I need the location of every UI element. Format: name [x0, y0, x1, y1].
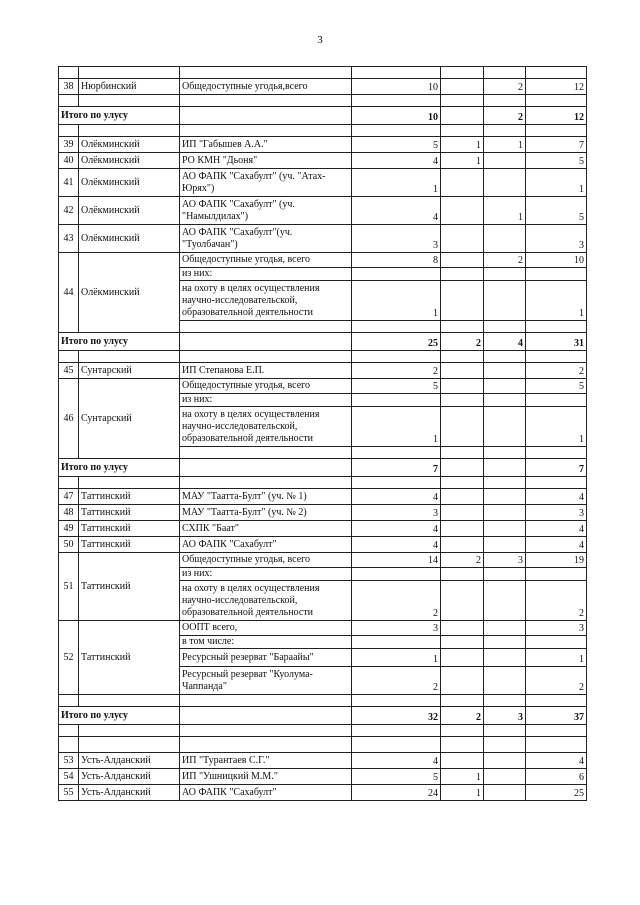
- count-col-2: [441, 581, 484, 621]
- holder-name: Общедоступные угодья,всего: [180, 79, 352, 95]
- subtotal-row: [59, 333, 587, 351]
- count-col-2: [441, 225, 484, 253]
- district-name: Таттинский: [79, 537, 180, 553]
- count-col-1: 1: [352, 649, 441, 667]
- count-col-2: 2: [441, 553, 484, 568]
- holder-name: ИП "Ушницкий М.М.": [180, 769, 352, 785]
- holder-name: [180, 351, 352, 363]
- count-total: 4: [526, 753, 587, 769]
- count-col-1: 4: [352, 197, 441, 225]
- count-col-2: 1: [441, 137, 484, 153]
- district-name: [79, 351, 180, 363]
- row-number: [59, 351, 79, 363]
- row-number: 38: [59, 79, 79, 95]
- district-name: Олёкминский: [79, 253, 180, 333]
- holder-name: АО ФАПК "Сахабулт": [180, 537, 352, 553]
- table-row: [59, 351, 587, 363]
- count-col-3: [484, 477, 526, 489]
- holder-name: [180, 125, 352, 137]
- count-col-3: [484, 379, 526, 394]
- row-number: [59, 695, 79, 707]
- count-col-1: 32: [352, 707, 441, 725]
- count-col-3: [484, 268, 526, 281]
- count-col-1: 10: [352, 79, 441, 95]
- district-name: Олёкминский: [79, 225, 180, 253]
- holder-name: ИП "Турантаев С.Г.": [180, 753, 352, 769]
- subtotal-row: [59, 459, 587, 477]
- count-col-2: [441, 351, 484, 363]
- count-col-1: [352, 321, 441, 333]
- count-total: [526, 321, 587, 333]
- count-col-3: [484, 581, 526, 621]
- count-col-1: 25: [352, 333, 441, 351]
- count-total: 25: [526, 785, 587, 801]
- holder-name: АО ФАПК "Сахабулт"(уч. "Туолбачан"): [180, 225, 352, 253]
- count-total: 1: [526, 281, 587, 321]
- count-col-1: [352, 394, 441, 407]
- count-col-2: 1: [441, 785, 484, 801]
- count-col-2: [441, 537, 484, 553]
- count-col-3: 4: [484, 333, 526, 351]
- count-total: [526, 695, 587, 707]
- count-total: 12: [526, 79, 587, 95]
- district-name: Таттинский: [79, 489, 180, 505]
- holder-name: [180, 67, 352, 79]
- count-col-1: 2: [352, 667, 441, 695]
- count-col-1: 1: [352, 169, 441, 197]
- holder-name: [180, 333, 352, 351]
- count-col-3: [484, 363, 526, 379]
- count-col-1: 3: [352, 225, 441, 253]
- holder-name: [180, 447, 352, 459]
- count-col-1: 24: [352, 785, 441, 801]
- count-col-3: [484, 394, 526, 407]
- count-total: 2: [526, 581, 587, 621]
- district-name: Усть-Алданский: [79, 769, 180, 785]
- table-row: [59, 137, 587, 153]
- count-col-2: [441, 621, 484, 636]
- count-col-3: [484, 95, 526, 107]
- count-col-1: [352, 67, 441, 79]
- table-row: [59, 253, 587, 268]
- count-col-3: [484, 281, 526, 321]
- count-col-2: [441, 447, 484, 459]
- table-row: [59, 67, 587, 79]
- count-col-1: 5: [352, 137, 441, 153]
- subtotal-label: Итого по улусу: [59, 707, 180, 725]
- holder-name: [180, 321, 352, 333]
- count-col-3: [484, 568, 526, 581]
- count-col-2: [441, 459, 484, 477]
- district-name: Сунтарский: [79, 379, 180, 459]
- holder-name: [180, 107, 352, 125]
- count-col-3: [484, 649, 526, 667]
- count-col-2: [441, 169, 484, 197]
- count-col-2: [441, 636, 484, 649]
- count-col-3: [484, 169, 526, 197]
- count-col-2: [441, 753, 484, 769]
- row-number: [59, 737, 79, 753]
- row-number: [59, 67, 79, 79]
- count-col-3: [484, 447, 526, 459]
- holder-name: из них:: [180, 568, 352, 581]
- count-col-2: 2: [441, 333, 484, 351]
- holder-name: Общедоступные угодья, всего: [180, 553, 352, 568]
- table-row: [59, 225, 587, 253]
- count-col-3: [484, 459, 526, 477]
- count-total: 1: [526, 407, 587, 447]
- count-total: [526, 447, 587, 459]
- count-col-2: [441, 281, 484, 321]
- district-name: [79, 725, 180, 737]
- row-number: 42: [59, 197, 79, 225]
- count-col-2: [441, 477, 484, 489]
- count-col-3: [484, 489, 526, 505]
- count-total: 4: [526, 521, 587, 537]
- count-col-3: 2: [484, 107, 526, 125]
- count-total: [526, 351, 587, 363]
- holder-name: ООПТ всего,: [180, 621, 352, 636]
- count-col-1: 2: [352, 363, 441, 379]
- table-row: [59, 489, 587, 505]
- holder-name: из них:: [180, 268, 352, 281]
- holder-name: Общедоступные угодья, всего: [180, 253, 352, 268]
- count-col-3: [484, 725, 526, 737]
- count-col-3: [484, 537, 526, 553]
- table-row: [59, 363, 587, 379]
- count-col-1: [352, 268, 441, 281]
- count-col-2: 2: [441, 707, 484, 725]
- count-total: [526, 95, 587, 107]
- count-col-2: [441, 253, 484, 268]
- table-row: [59, 521, 587, 537]
- table-row: [59, 753, 587, 769]
- count-col-1: 4: [352, 537, 441, 553]
- table-row: [59, 725, 587, 737]
- count-col-2: [441, 667, 484, 695]
- count-col-3: [484, 737, 526, 753]
- table-row: [59, 379, 587, 394]
- count-col-1: 4: [352, 753, 441, 769]
- district-name: Таттинский: [79, 505, 180, 521]
- district-name: Усть-Алданский: [79, 785, 180, 801]
- table-row: [59, 153, 587, 169]
- district-name: [79, 95, 180, 107]
- table-row: [59, 79, 587, 95]
- count-col-3: [484, 753, 526, 769]
- count-col-2: [441, 197, 484, 225]
- count-col-2: [441, 363, 484, 379]
- row-number: 44: [59, 253, 79, 333]
- count-col-1: 5: [352, 769, 441, 785]
- count-total: 6: [526, 769, 587, 785]
- count-total: [526, 477, 587, 489]
- count-total: 19: [526, 553, 587, 568]
- holder-name: [180, 459, 352, 477]
- holder-name: из них:: [180, 394, 352, 407]
- holder-name: [180, 707, 352, 725]
- subtotal-label: Итого по улусу: [59, 459, 180, 477]
- count-col-3: [484, 505, 526, 521]
- count-col-1: [352, 125, 441, 137]
- count-total: [526, 67, 587, 79]
- holder-name: СХПК "Баат": [180, 521, 352, 537]
- count-total: 37: [526, 707, 587, 725]
- count-total: 2: [526, 667, 587, 695]
- holder-name: в том числе:: [180, 636, 352, 649]
- row-number: 48: [59, 505, 79, 521]
- count-col-3: [484, 321, 526, 333]
- district-name: Олёкминский: [79, 137, 180, 153]
- table-row: [59, 125, 587, 137]
- count-total: 1: [526, 649, 587, 667]
- count-col-2: [441, 268, 484, 281]
- count-col-3: [484, 407, 526, 447]
- row-number: [59, 477, 79, 489]
- count-col-2: [441, 521, 484, 537]
- district-name: [79, 477, 180, 489]
- count-total: 3: [526, 505, 587, 521]
- count-col-2: [441, 321, 484, 333]
- count-total: [526, 636, 587, 649]
- count-total: 12: [526, 107, 587, 125]
- row-number: 49: [59, 521, 79, 537]
- count-total: 4: [526, 489, 587, 505]
- row-number: 50: [59, 537, 79, 553]
- count-total: 5: [526, 197, 587, 225]
- row-number: 45: [59, 363, 79, 379]
- count-col-3: [484, 785, 526, 801]
- count-col-2: [441, 79, 484, 95]
- holder-name: на охоту в целях осуществления научно-исследовательской, образовательной деятельности: [180, 407, 352, 447]
- table-row: [59, 537, 587, 553]
- count-col-3: [484, 621, 526, 636]
- district-name: Таттинский: [79, 521, 180, 537]
- count-col-3: 2: [484, 79, 526, 95]
- table-row: [59, 169, 587, 197]
- holder-name: [180, 737, 352, 753]
- count-col-3: 3: [484, 707, 526, 725]
- count-col-2: [441, 489, 484, 505]
- holder-name: Ресурсный резерват "Куолума-Чаппанда": [180, 667, 352, 695]
- district-name: Нюрбинский: [79, 79, 180, 95]
- table-row: [59, 477, 587, 489]
- count-total: 2: [526, 363, 587, 379]
- holder-name: Общедоступные угодья, всего: [180, 379, 352, 394]
- row-number: 39: [59, 137, 79, 153]
- count-col-2: [441, 505, 484, 521]
- district-name: [79, 125, 180, 137]
- holder-name: АО ФАПК "Сахабулт": [180, 785, 352, 801]
- count-total: [526, 268, 587, 281]
- count-col-3: [484, 769, 526, 785]
- table-row: [59, 785, 587, 801]
- holder-name: МАУ "Таатта-Булт" (уч. № 1): [180, 489, 352, 505]
- count-col-1: 1: [352, 281, 441, 321]
- row-number: 43: [59, 225, 79, 253]
- holder-name: АО ФАПК "Сахабулт" (уч. "Атах-Юрях"): [180, 169, 352, 197]
- table-row: [59, 95, 587, 107]
- count-col-1: 5: [352, 379, 441, 394]
- row-number: 53: [59, 753, 79, 769]
- count-col-1: 10: [352, 107, 441, 125]
- holder-name: ИП "Габышев А.А.": [180, 137, 352, 153]
- district-name: Сунтарский: [79, 363, 180, 379]
- count-col-2: [441, 407, 484, 447]
- count-total: 3: [526, 621, 587, 636]
- subtotal-label: Итого по улусу: [59, 333, 180, 351]
- count-col-1: [352, 695, 441, 707]
- count-col-3: [484, 225, 526, 253]
- count-col-1: 1: [352, 407, 441, 447]
- row-number: 55: [59, 785, 79, 801]
- holder-name: Ресурсный резерват "Бараайы": [180, 649, 352, 667]
- row-number: 41: [59, 169, 79, 197]
- count-col-1: 8: [352, 253, 441, 268]
- count-total: [526, 737, 587, 753]
- count-col-2: [441, 125, 484, 137]
- count-col-1: 3: [352, 621, 441, 636]
- count-total: 7: [526, 459, 587, 477]
- count-total: [526, 568, 587, 581]
- count-col-3: 1: [484, 137, 526, 153]
- holder-name: ИП Степанова Е.П.: [180, 363, 352, 379]
- row-number: 47: [59, 489, 79, 505]
- holder-name: АО ФАПК "Сахабулт" (уч. "Намылдилах"): [180, 197, 352, 225]
- count-col-3: 1: [484, 197, 526, 225]
- count-col-2: [441, 695, 484, 707]
- count-total: 5: [526, 153, 587, 169]
- table-row: [59, 695, 587, 707]
- count-col-3: [484, 125, 526, 137]
- count-col-2: 1: [441, 153, 484, 169]
- row-number: 40: [59, 153, 79, 169]
- count-col-1: [352, 447, 441, 459]
- count-col-1: [352, 737, 441, 753]
- count-col-1: 4: [352, 153, 441, 169]
- count-total: [526, 125, 587, 137]
- holder-name: [180, 695, 352, 707]
- count-col-3: [484, 636, 526, 649]
- district-name: Олёкминский: [79, 169, 180, 197]
- count-total: 5: [526, 379, 587, 394]
- count-col-2: [441, 568, 484, 581]
- count-total: 10: [526, 253, 587, 268]
- district-name: Таттинский: [79, 621, 180, 695]
- count-total: [526, 394, 587, 407]
- count-col-2: [441, 379, 484, 394]
- count-col-1: 4: [352, 521, 441, 537]
- holder-name: МАУ "Таатта-Булт" (уч. № 2): [180, 505, 352, 521]
- subtotal-row: [59, 707, 587, 725]
- count-col-1: [352, 351, 441, 363]
- count-col-2: 1: [441, 769, 484, 785]
- row-number: [59, 125, 79, 137]
- district-name: Таттинский: [79, 553, 180, 621]
- count-col-2: [441, 67, 484, 79]
- subtotal-label: Итого по улусу: [59, 107, 180, 125]
- count-col-3: 2: [484, 253, 526, 268]
- count-col-3: [484, 153, 526, 169]
- count-total: 1: [526, 169, 587, 197]
- count-col-2: [441, 394, 484, 407]
- table-row: [59, 621, 587, 636]
- count-col-3: [484, 695, 526, 707]
- count-col-1: [352, 477, 441, 489]
- count-col-1: 3: [352, 505, 441, 521]
- count-col-1: 7: [352, 459, 441, 477]
- subtotal-row: [59, 107, 587, 125]
- count-col-1: [352, 568, 441, 581]
- table-row: [59, 737, 587, 753]
- count-total: 4: [526, 537, 587, 553]
- count-col-1: [352, 636, 441, 649]
- district-name: [79, 737, 180, 753]
- row-number: 46: [59, 379, 79, 459]
- table-row: [59, 505, 587, 521]
- district-name: Усть-Алданский: [79, 753, 180, 769]
- count-total: 31: [526, 333, 587, 351]
- holder-name: [180, 477, 352, 489]
- district-name: Олёкминский: [79, 197, 180, 225]
- holder-name: на охоту в целях осуществления научно-исследовательской, образовательной деятельности: [180, 581, 352, 621]
- count-col-3: 3: [484, 553, 526, 568]
- row-number: 51: [59, 553, 79, 621]
- count-col-3: [484, 67, 526, 79]
- district-name: [79, 67, 180, 79]
- count-col-1: 14: [352, 553, 441, 568]
- count-total: [526, 725, 587, 737]
- count-col-3: [484, 521, 526, 537]
- row-number: [59, 725, 79, 737]
- count-col-3: [484, 351, 526, 363]
- count-col-1: [352, 725, 441, 737]
- count-col-1: [352, 95, 441, 107]
- count-col-1: 2: [352, 581, 441, 621]
- table-row: [59, 197, 587, 225]
- table-row: [59, 553, 587, 568]
- district-name: Олёкминский: [79, 153, 180, 169]
- count-col-2: [441, 737, 484, 753]
- count-total: 7: [526, 137, 587, 153]
- row-number: [59, 95, 79, 107]
- count-col-3: [484, 667, 526, 695]
- count-col-2: [441, 649, 484, 667]
- row-number: 52: [59, 621, 79, 695]
- table-row: [59, 769, 587, 785]
- holder-name: на охоту в целях осуществления научно-исследовательской, образовательной деятельности: [180, 281, 352, 321]
- district-name: [79, 695, 180, 707]
- hunting-grounds-table: [58, 66, 587, 801]
- row-number: 54: [59, 769, 79, 785]
- count-col-2: [441, 725, 484, 737]
- holder-name: РО КМН "Дьоня": [180, 153, 352, 169]
- count-col-1: 4: [352, 489, 441, 505]
- holder-name: [180, 95, 352, 107]
- count-col-2: [441, 107, 484, 125]
- count-col-2: [441, 95, 484, 107]
- page-number: 3: [317, 34, 323, 46]
- count-total: 3: [526, 225, 587, 253]
- holder-name: [180, 725, 352, 737]
